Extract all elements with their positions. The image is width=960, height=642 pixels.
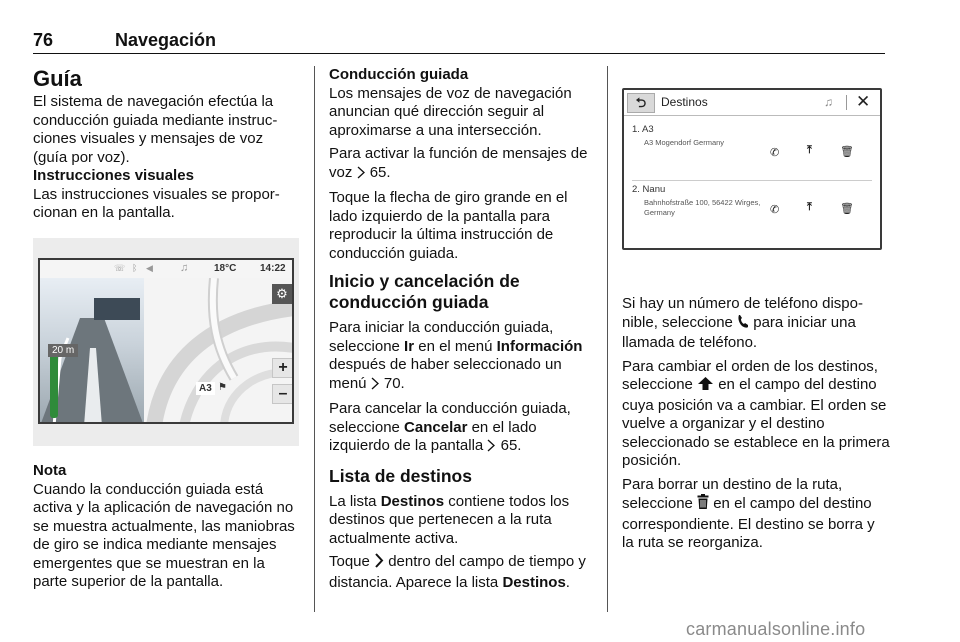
menu-term-cancelar: Cancelar — [404, 418, 468, 436]
text: contiene todos los destinos que pertenecen a la ruta actualmente activa. — [329, 492, 570, 547]
clock-readout: 14:22 — [260, 263, 286, 274]
note-label: Nota — [33, 462, 67, 479]
heading-inicio — [329, 271, 595, 313]
paragraph-intro: El sistema de navegación efectúa la conducción guiada mediante instrucciones visuales y mensajes de voz (guía por voz). — [33, 93, 278, 166]
music-icon[interactable]: ♫ — [824, 95, 833, 109]
column-3 — [622, 295, 890, 558]
menu-term-destinos: Destinos — [502, 573, 566, 591]
paragraph-telefono — [622, 295, 890, 353]
text: en el lado izquierdo de la pantalla — [329, 418, 537, 454]
note-text: Cuando la conducción guiada está activa y la aplicación de navegación no se muestra actualmente, las maniobras de giro se indica mediante mensajes emergentes que se muestran en la parte superior de la pantalla. — [33, 480, 295, 590]
text: . — [565, 573, 570, 591]
text: Para iniciar la conducción guiada, seleccione — [329, 319, 554, 355]
page-ref-arrow-icon — [487, 439, 496, 458]
text: Si hay un número de teléfono disponible, seleccione — [622, 295, 863, 331]
paragraph-borrar — [622, 476, 890, 553]
column-rule — [607, 66, 608, 612]
close-icon[interactable]: ✕ — [856, 92, 871, 111]
destination-2-address-line1: Bahnhofstraße 100, 56422 Wirges, — [644, 198, 761, 207]
move-to-top-icon[interactable]: ⤒ — [807, 144, 812, 156]
page-header — [33, 28, 885, 54]
trash-icon[interactable]: 🗑 — [840, 146, 854, 158]
heading-lista: Lista de destinos — [329, 465, 472, 486]
phone-icon — [737, 314, 749, 335]
text: La lista — [329, 492, 381, 510]
phone-icon[interactable]: ✆ — [770, 147, 780, 159]
watermark: carmanualsonline.info — [686, 619, 866, 639]
paragraph-lista — [329, 493, 595, 549]
turn-guidance-panel[interactable] — [40, 278, 144, 424]
navigation-screen — [38, 258, 294, 424]
menu-term-ir: Ir — [404, 337, 415, 355]
destination-2-name[interactable]: 2. Nanu — [632, 184, 666, 195]
heading-line: Inicio y cancelación de — [329, 271, 520, 291]
divider — [846, 95, 847, 110]
zoom-in-button[interactable]: + — [272, 358, 294, 378]
distance-readout: 20 m — [48, 344, 78, 357]
text: en el campo del destino correspondiente. El destino se borra y la ruta se reorganiza. — [622, 495, 875, 551]
destinations-title: Destinos — [661, 95, 708, 109]
trash-icon[interactable]: 🗑 — [840, 203, 854, 215]
text: Toque — [329, 553, 375, 570]
text: dentro del campo de tiempo y distancia. Aparece la lista — [329, 553, 586, 591]
page-number: 76 — [33, 30, 54, 50]
text: Para activar la función de mensajes de voz — [329, 145, 588, 181]
column-rule — [314, 66, 315, 612]
paragraph-cancelar — [329, 400, 595, 458]
temperature-readout: 18°C — [214, 263, 237, 274]
column-1 — [33, 66, 299, 228]
menu-term-destinos: Destinos — [380, 492, 445, 510]
page-ref: 65. — [500, 437, 522, 454]
paragraph-orden — [622, 358, 890, 471]
settings-gear-icon[interactable]: ⚙ — [272, 284, 292, 304]
heading-guia: Guía — [33, 66, 82, 91]
note-block — [33, 462, 299, 597]
phone-icon[interactable]: ✆ — [770, 204, 780, 216]
volume-icon: ◀ — [146, 263, 153, 273]
page-ref: 65. — [369, 163, 391, 181]
paragraph-iniciar — [329, 319, 595, 395]
route-options-icon[interactable]: ⚑ — [218, 382, 227, 393]
column-2 — [329, 66, 595, 597]
page-ref: 70. — [383, 374, 405, 392]
subheading-visuales: Instrucciones visuales — [33, 167, 194, 184]
destinations-screenshot — [622, 88, 882, 250]
destination-1-name[interactable]: 1. A3 — [632, 124, 654, 135]
subheading-voz: Conducción guiada — [329, 66, 469, 83]
chevron-right-icon — [374, 553, 384, 574]
move-to-top-icon — [697, 376, 714, 397]
text: en el menú — [414, 337, 497, 355]
trash-icon — [697, 494, 709, 516]
paragraph-voz-2 — [329, 145, 595, 184]
status-bar — [40, 260, 292, 278]
destinations-title-bar — [624, 90, 880, 116]
road-name: A3 — [196, 382, 215, 395]
destination-1-address: A3 Mogendorf Germany — [644, 138, 725, 147]
text: Para borrar un destino de la ruta, seleccione — [622, 475, 843, 512]
heading-line: conducción guiada — [329, 292, 489, 312]
page-ref-arrow-icon — [357, 166, 366, 185]
phone-icon: ☏ — [114, 263, 126, 273]
text: Para cancelar la conducción guiada, seleccione — [329, 400, 571, 436]
paragraph-visuales: Las instrucciones visuales se proporcionan en la pantalla. — [33, 185, 280, 221]
destination-2-address-line2: Germany — [644, 208, 675, 217]
zoom-out-button[interactable]: – — [272, 384, 294, 404]
list-divider — [632, 180, 872, 181]
navigation-screenshot — [33, 238, 299, 446]
move-to-top-icon[interactable]: ⤒ — [807, 201, 812, 213]
music-icon[interactable]: ♫ — [180, 262, 189, 274]
back-button[interactable]: ⮌ — [627, 93, 655, 113]
text: en el campo del destino cuya posición va a cambiar. El orden se vuelve a organizar y el destino seleccionado se establece en la primera posición. — [622, 376, 890, 469]
text: después de haber seleccionado un menú — [329, 356, 562, 392]
page-ref-arrow-icon — [371, 377, 380, 396]
paragraph-voz-3: Toque la flecha de giro grande en el lado izquierdo de la pantalla para reproducir la última instrucción de conducción guiada. — [329, 189, 568, 262]
paragraph-voz-1: Los mensajes de voz de navegación anuncian qué dirección seguir al aproximarse a una intersección. — [329, 84, 572, 139]
menu-term-informacion: Información — [496, 337, 583, 355]
bluetooth-icon: ᛒ — [132, 263, 138, 273]
running-head: Navegación — [115, 30, 217, 50]
text: Para cambiar el orden de los destinos, seleccione — [622, 357, 878, 393]
text: para iniciar una llamada de teléfono. — [622, 313, 856, 351]
paragraph-toque — [329, 553, 595, 592]
